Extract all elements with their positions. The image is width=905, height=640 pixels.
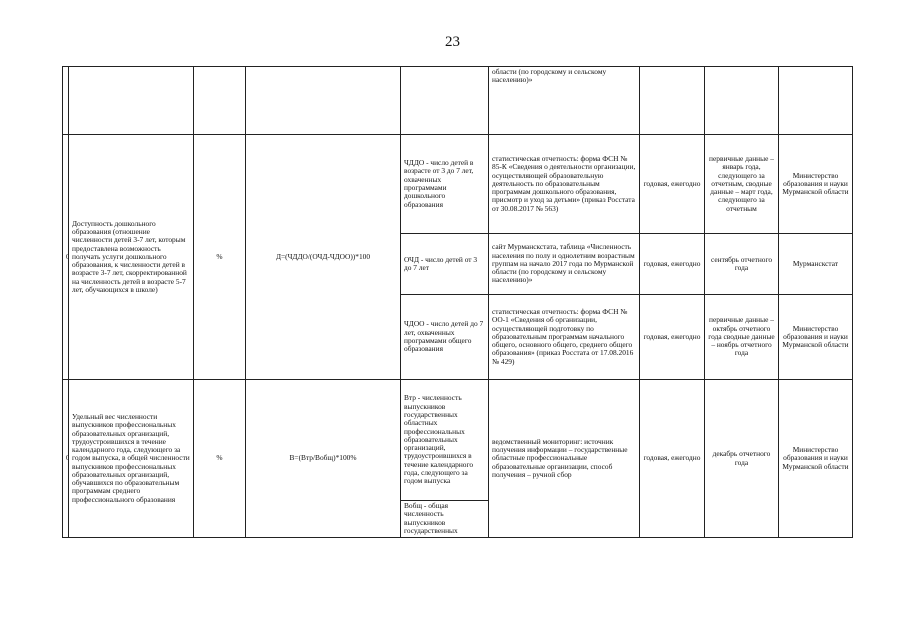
cell-empty [705,67,779,135]
variable-cell: ЧДДО - число детей в возрасте от 3 до 7 лет, охваченных программами дошкольного образования [401,135,489,234]
timing-cell: сентябрь отчетного года [705,234,779,295]
source-cell: статистическая отчетность: форма ФСН № 85-К «Сведения о деятельности организации, осуществляющей образовательную деятельность по образовательным программам дошкольного образования, присмотр и уход за детьми» (приказ Росстата от 30.08.2017 № 563) [489,135,640,234]
source-cell: сайт Мурманскстата, таблица «Численность населения по полу и однолетним возрастным группам на начало 2017 года по Мурманской области (по городскому и сельскому населению)» [489,234,640,295]
indicators-table [62,66,853,538]
continuation-row [63,67,853,135]
cell-empty [194,67,246,135]
timing-cell: декабрь отчетного года [705,380,779,538]
responsible-cell: Министерство образования и науки Мурманской области [779,380,853,538]
cell-empty [401,67,489,135]
responsible-cell: Министерство образования и науки Мурманской области [779,135,853,234]
variable-cell: Вобщ - общая численность выпускников государственных [401,501,489,538]
formula-cell: В=(Втр/Вобщ)*100% [246,380,401,538]
responsible-cell: Мурманскстат [779,234,853,295]
responsible-cell: Министерство образования и науки Мурманской области [779,295,853,380]
cell-empty [246,67,401,135]
indicator-name: Доступность дошкольного образования (отношение численности детей 3-7 лет, которым предоставлена возможность получать услуги дошкольного образования, к численности детей в возрасте 3-7 лет, скорректированной на численность детей в возрасте 5-7 лет, обучающихся в школе) [69,135,194,380]
variable-cell: ОЧД - число детей от 3 до 7 лет [401,234,489,295]
cell-empty [640,67,705,135]
periodicity-cell: годовая, ежегодно [640,135,705,234]
source-cell: статистическая отчетность: форма ФСН № ОО-1 «Сведения об организации, осуществляющей подготовку по образовательным программам начального общего, основного общего, среднего общего образования» (приказ Росстата от 17.08.2016 № 429) [489,295,640,380]
formula-cell: Д=(ЧДДО/(ОЧД-ЧДОО))*100 [246,135,401,380]
variable-cell: ЧДОО - число детей до 7 лет, охваченных программами общего образования [401,295,489,380]
periodicity-cell: годовая, ежегодно [640,234,705,295]
indicator-name: Удельный вес численности выпускников профессиональных образовательных организаций, трудоустроившихся в течение календарного года, следующего за годом выпуска, в общей численности выпускников профессиональных образовательных организаций, обучавшихся по образовательным программам среднего профессионального образования [69,380,194,538]
cell-empty [69,67,194,135]
unit-cell: % [194,380,246,538]
variable-cell: Втр - численность выпускников государственных областных профессиональных образовательных организаций, трудоустроившихся в течение календарного года, следующего за годом выпуска [401,380,489,501]
unit-cell: % [194,135,246,380]
cell-empty [779,67,853,135]
timing-cell: первичные данные – октябрь отчетного года сводные данные – ноябрь отчетного года [705,295,779,380]
periodicity-cell: годовая, ежегодно [640,380,705,538]
source-cell: области (по городскому и сельскому населению)» [489,67,640,135]
table-row [63,380,853,501]
page-number: 23 [445,34,460,50]
table-row [63,135,853,234]
timing-cell: первичные данные – январь года, следующего за отчетным, сводные данные – март года, следующего за отчетным [705,135,779,234]
source-cell: ведомственный мониторинг: источник получения информации – государственные областные профессиональные образовательные организации, способ получения – ручной сбор [489,380,640,538]
periodicity-cell: годовая, ежегодно [640,295,705,380]
